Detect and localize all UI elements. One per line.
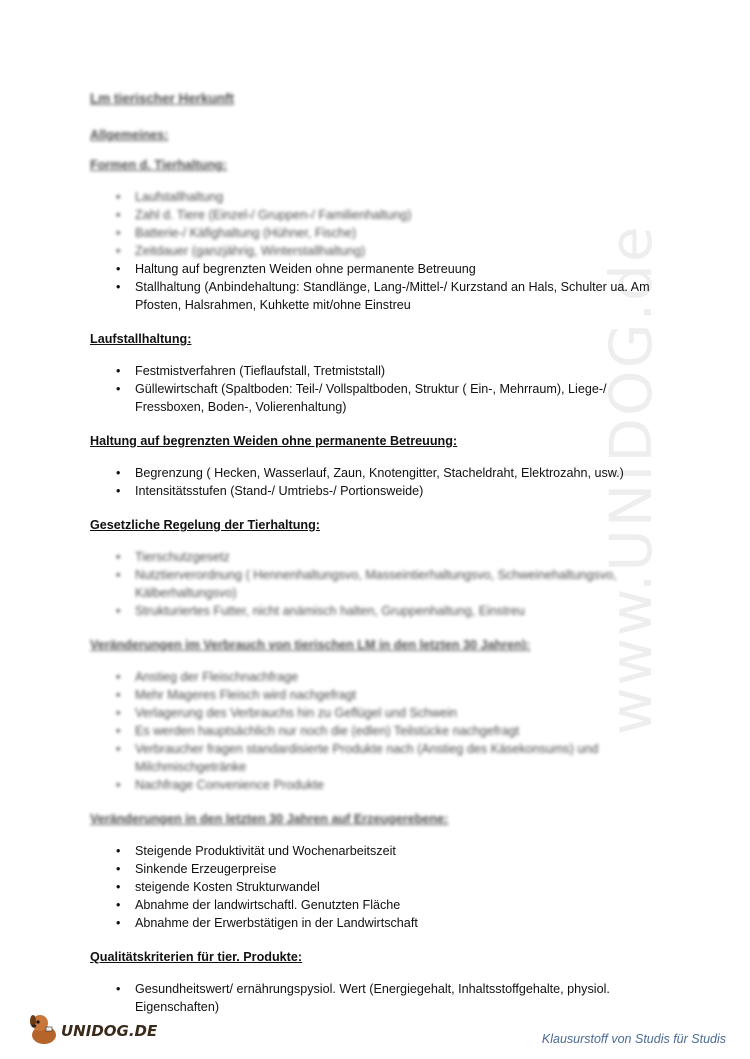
- sections-container: [90, 156, 670, 1016]
- list-item: • Begrenzung ( Hecken, Wasserlauf, Zaun, Knotengitter, Stacheldraht, Elektrozahn, usw.): [90, 464, 670, 482]
- list-item: • Gesundheitswert/ ernährungspysiol. Wert (Energiegehalt, Inhaltsstoffgehalte, physiol. Eigenschaften): [90, 980, 670, 1016]
- list-item: • Laufstallhaltung: [90, 188, 670, 206]
- list-item: • Es werden hauptsächlich nur noch die (edlen) Teilstücke nachgefragt: [90, 722, 670, 740]
- list-item: • Abnahme der landwirtschaftl. Genutzten Fläche: [90, 896, 670, 914]
- bullet-list: [90, 980, 670, 1016]
- list-item: • Verlagerung des Verbrauchs hin zu Geflügel und Schwein: [90, 704, 670, 722]
- list-item: • Sinkende Erzeugerpreise: [90, 860, 670, 878]
- list-item: • Verbraucher fragen standardisierte Produkte nach (Anstieg des Käsekonsums) und Milchmischgetränke: [90, 740, 670, 776]
- watermark: www.UNIDOG.de: [597, 224, 665, 735]
- list-item: • Anstieg der Fleischnachfrage: [90, 668, 670, 686]
- list-item: • Tierschutzgesetz: [90, 548, 670, 566]
- list-item: • Mehr Mageres Fleisch wird nachgefragt: [90, 686, 670, 704]
- bullet-list: [90, 188, 670, 314]
- list-item: • Intensitätsstufen (Stand-/ Umtriebs-/ Portionsweide): [90, 482, 670, 500]
- list-item: • Abnahme der Erwerbstätigen in der Landwirtschaft: [90, 914, 670, 932]
- bullet-list: [90, 842, 670, 932]
- list-item: • Zahl d. Tiere (Einzel-/ Gruppen-/ Familienhaltung): [90, 206, 670, 224]
- list-item: • Nachfrage Convenience Produkte: [90, 776, 670, 794]
- list-item: • Haltung auf begrenzten Weiden ohne permanente Betreuung: [90, 260, 670, 278]
- bullet-list: [90, 464, 670, 500]
- unidog-logo: [26, 1010, 158, 1050]
- list-item: • Nutztierverordnung ( Hennenhaltungsvo, Masseintierhaltungsvo, Schweinehaltungsvo, Kälberhaltungsvo): [90, 566, 670, 602]
- section-heading: Veränderungen in den letzten 30 Jahren auf Erzeugerebene:: [90, 812, 449, 826]
- list-item: • Zeitdauer (ganzjährig, Winterstallhaltung): [90, 242, 670, 260]
- document-body: [90, 90, 670, 1032]
- dog-icon: [26, 1010, 66, 1050]
- section-heading: Haltung auf begrenzten Weiden ohne permanente Betreuung:: [90, 434, 458, 448]
- document-title: Lm tierischer Herkunft: [90, 91, 235, 106]
- bullet-list: [90, 362, 670, 416]
- list-item: • Strukturiertes Futter, nicht anämisch halten, Gruppenhaltung, Einstreu: [90, 602, 670, 620]
- list-item: • Steigende Produktivität und Wochenarbeitszeit: [90, 842, 670, 860]
- list-item: • Festmistverfahren (Tieflaufstall, Tretmiststall): [90, 362, 670, 380]
- section-heading: Qualitätskriterien für tier. Produkte:: [90, 950, 303, 964]
- general-heading: Allgemeines:: [90, 128, 169, 142]
- section-heading: Laufstallhaltung:: [90, 332, 192, 346]
- list-item: • Batterie-/ Käfighaltung (Hühner, Fische): [90, 224, 670, 242]
- bullet-list: [90, 668, 670, 794]
- section-heading: Veränderungen im Verbrauch von tierischen LM in den letzten 30 Jahren):: [90, 638, 531, 652]
- footer-tagline: Klausurstoff von Studis für Studis: [541, 1032, 726, 1046]
- section-heading: Gesetzliche Regelung der Tierhaltung:: [90, 518, 320, 532]
- logo-text: UNIDOG.DE: [61, 1022, 158, 1040]
- list-item: • Stallhaltung (Anbindehaltung: Standlänge, Lang-/Mittel-/ Kurzstand an Hals, Schulter ua. Am Pfosten, Halsrahmen, Kuhkette mit/ohne Einstreu: [90, 278, 670, 314]
- bullet-list: [90, 548, 670, 620]
- list-item: • Güllewirtschaft (Spaltboden: Teil-/ Vollspaltboden, Struktur ( Ein-, Mehrraum), Liege-/ Fressboxen, Boden-, Volierenhaltung): [90, 380, 670, 416]
- section-heading: Formen d. Tierhaltung:: [90, 158, 227, 172]
- list-item: • steigende Kosten Strukturwandel: [90, 878, 670, 896]
